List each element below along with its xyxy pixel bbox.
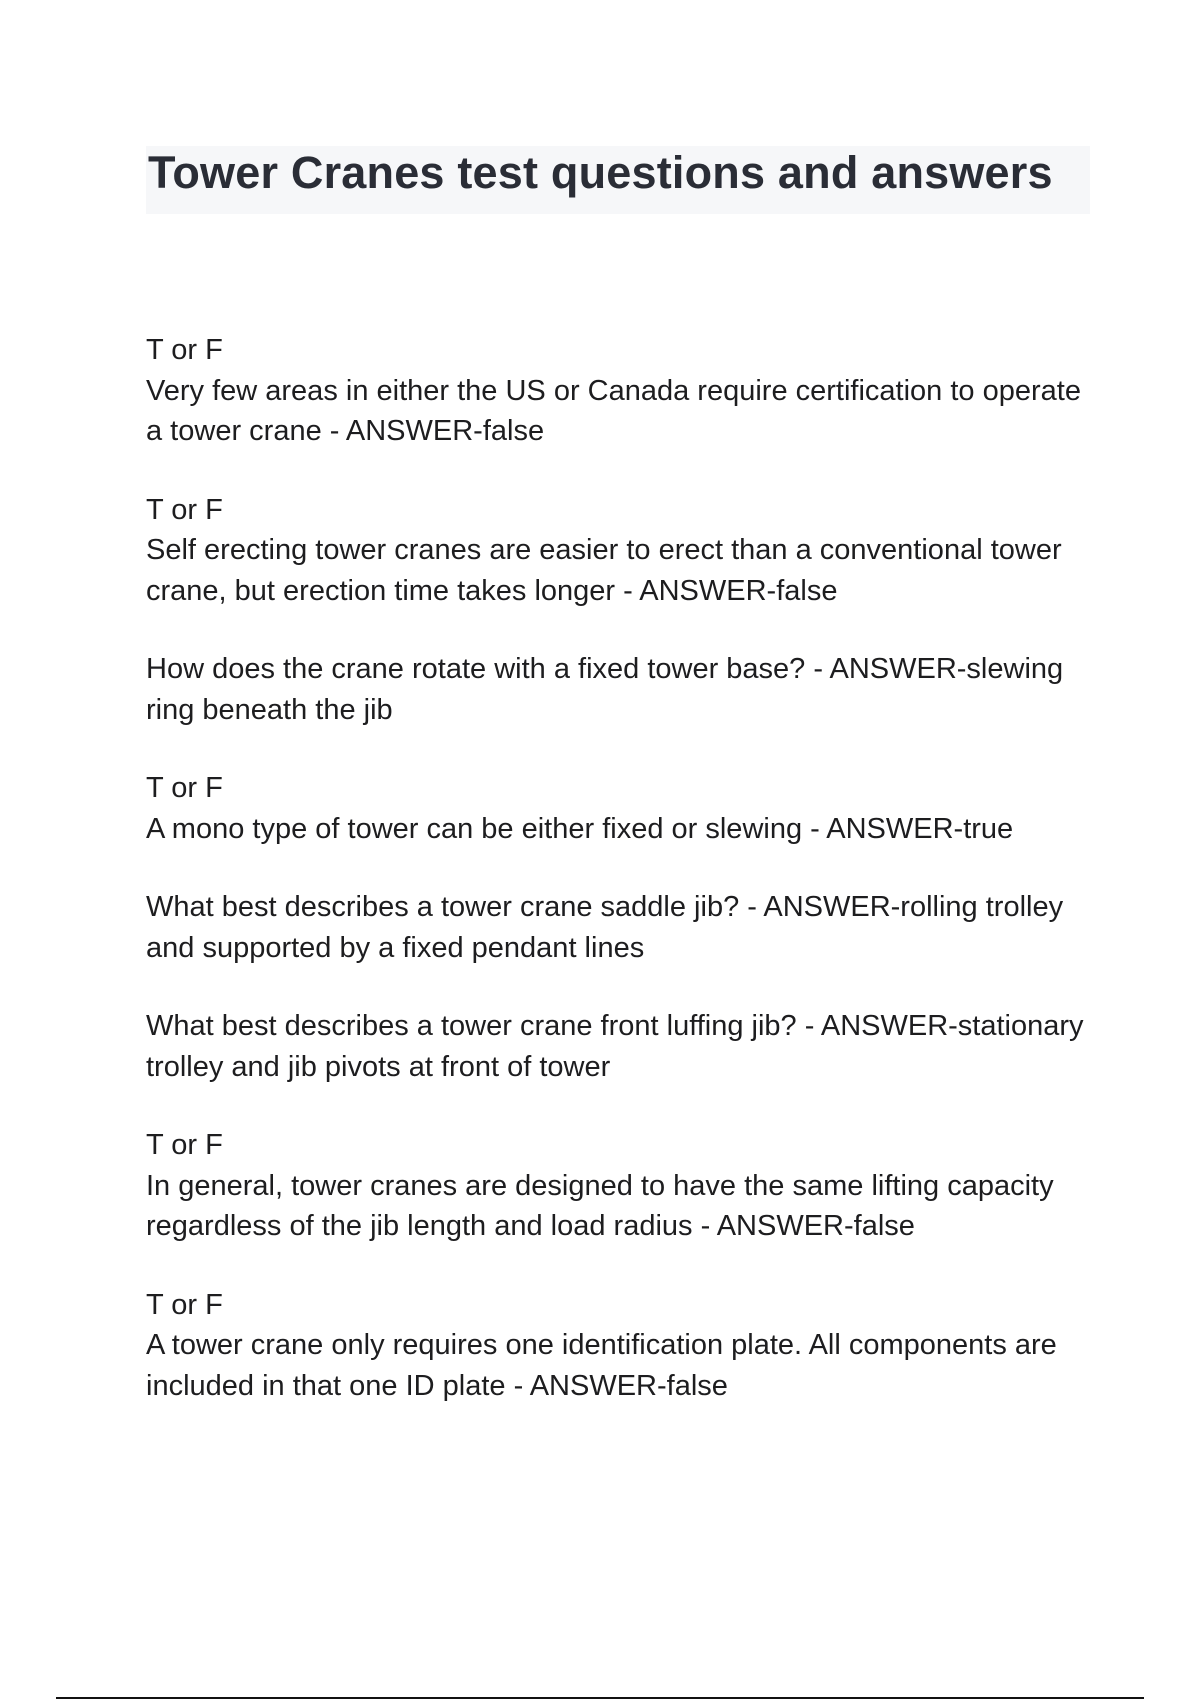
qa-text: A tower crane only requires one identification plate. All components are included in that one ID plate - ANSWER-false <box>146 1329 1057 1402</box>
qa-item-3 <box>146 649 1086 730</box>
qa-text: What best describes a tower crane saddle jib? - ANSWER-rolling trolley and supported by a fixed pendant lines <box>146 891 1064 964</box>
tf-label: T or F <box>146 493 223 526</box>
qa-text: Self erecting tower cranes are easier to erect than a conventional tower crane, but erection time takes longer - ANSWER-false <box>146 534 1062 607</box>
qa-text: A mono type of tower can be either fixed or slewing - ANSWER-true <box>146 812 1014 845</box>
tf-label: T or F <box>146 1288 223 1321</box>
qa-item-1 <box>146 330 1086 452</box>
qa-list <box>146 330 1086 1444</box>
qa-item-2 <box>146 490 1086 612</box>
title-band <box>146 146 1090 214</box>
qa-text: In general, tower cranes are designed to have the same lifting capacity regardless of the jib length and load radius - ANSWER-false <box>146 1169 1054 1242</box>
qa-text: What best describes a tower crane front luffing jib? - ANSWER-stationary trolley and jib pivots at front of tower <box>146 1010 1084 1083</box>
qa-item-6 <box>146 1006 1086 1087</box>
tf-label: T or F <box>146 772 223 804</box>
qa-item-7 <box>146 1125 1086 1247</box>
qa-item-5 <box>146 887 1086 968</box>
tf-label: T or F <box>146 334 223 366</box>
footer-divider <box>56 1697 1144 1699</box>
tf-label: T or F <box>146 1129 223 1161</box>
qa-text: Very few areas in either the US or Canada require certification to operate a tower crane - ANSWER-false <box>146 374 1081 447</box>
qa-item-8 <box>146 1285 1086 1407</box>
qa-item-4 <box>146 768 1086 849</box>
page-title: Tower Cranes test questions and answers <box>148 147 1053 198</box>
qa-text: How does the crane rotate with a fixed tower base? - ANSWER-slewing ring beneath the jib <box>146 653 1064 726</box>
